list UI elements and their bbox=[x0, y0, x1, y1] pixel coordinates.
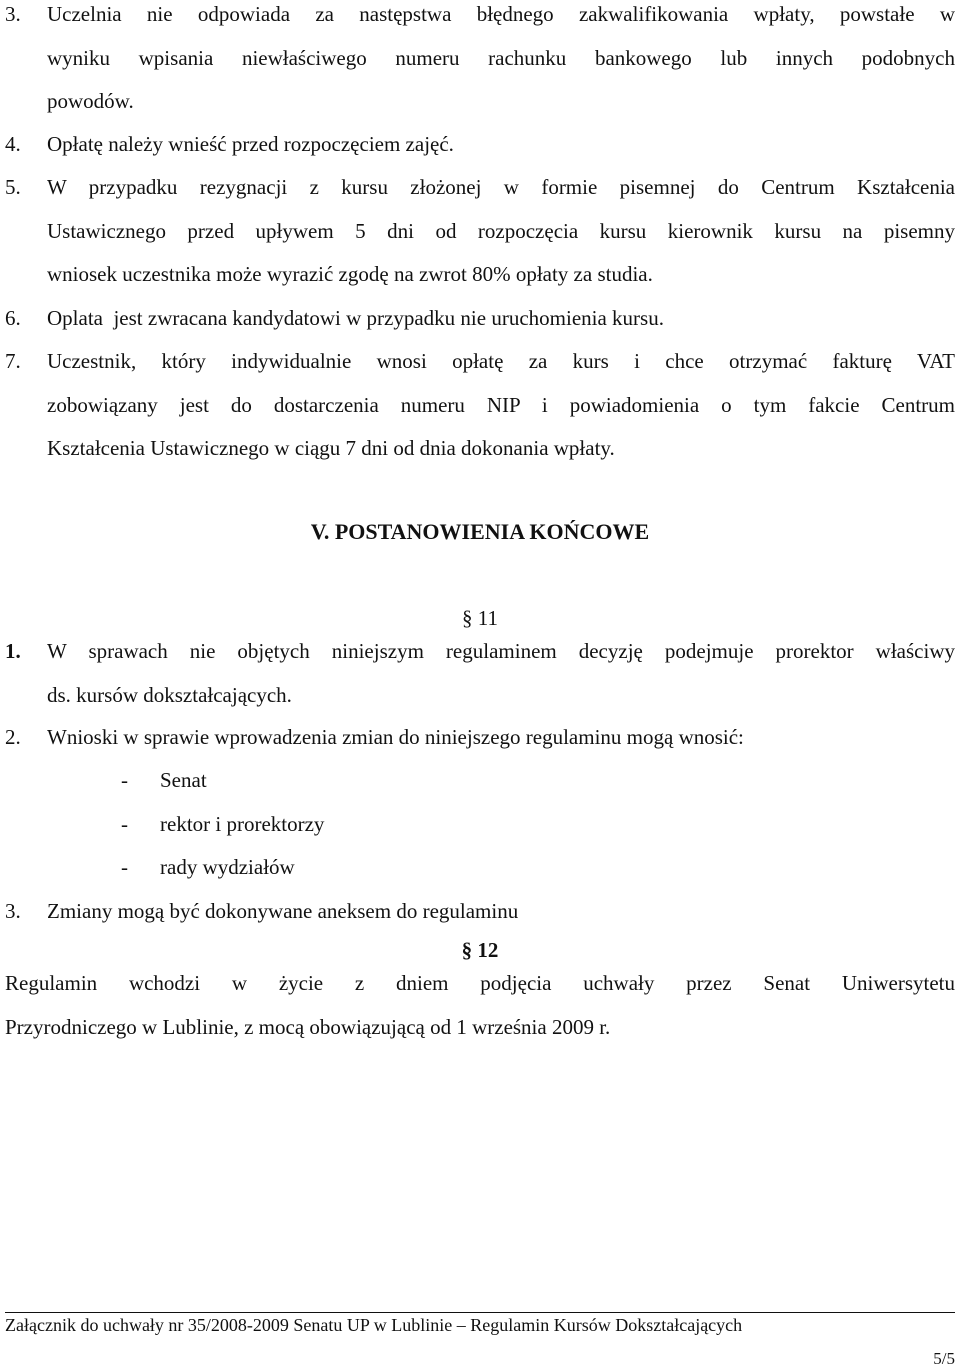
item-text-line: Uczestnik, który indywidualnie wnosi opłatę za kurs i chce otrzymać fakturę VAT bbox=[47, 349, 955, 373]
item-number: 6. bbox=[5, 306, 21, 330]
paragraph-line: Regulamin wchodzi w życie z dniem podjęcia uchwały przez Senat Uniwersytetu bbox=[5, 971, 955, 995]
footer-divider bbox=[5, 1312, 955, 1313]
item-text-line: Opłatę należy wnieść przed rozpoczęciem zajęć. bbox=[47, 132, 454, 156]
item-text-line: Uczelnia nie odpowiada za następstwa błędnego zakwalifikowania wpłaty, powstałe w bbox=[47, 2, 955, 26]
item-number: 4. bbox=[5, 132, 21, 156]
list-entry: rektor i prorektorzy bbox=[160, 812, 325, 836]
page-number: 5/5 bbox=[933, 1349, 955, 1368]
item-text-line: zobowiązany jest do dostarczenia numeru NIP i powiadomienia o tym fakcie Centrum bbox=[47, 392, 955, 417]
item-number: 3. bbox=[5, 899, 21, 923]
paragraph-line: Przyrodniczego w Lublinie, z mocą obowiązującą od 1 września 2009 r. bbox=[5, 1014, 611, 1039]
item-number: 2. bbox=[5, 725, 21, 749]
item-text-line: wyniku wpisania niewłaściwego numeru rachunku bankowego lub innych podobnych bbox=[47, 45, 955, 70]
footer-text: Załącznik do uchwały nr 35/2008-2009 Senatu UP w Lublinie – Regulamin Kursów Dokształcających bbox=[5, 1315, 743, 1335]
list-dash: - bbox=[121, 812, 128, 836]
item-text-line: W sprawach nie objętych niniejszym regulaminem decyzję podejmuje prorektor właściwy bbox=[47, 639, 955, 663]
paragraph-11-heading: § 11 bbox=[462, 606, 498, 630]
item-text-line: Ustawicznego przed upływem 5 dni od rozpoczęcia kursu kierownik kursu na pisemny bbox=[47, 218, 955, 243]
final-paragraph bbox=[5, 962, 955, 1049]
item-text-line: Oplata jest zwracana kandydatowi w przypadku nie uruchomienia kursu. bbox=[47, 306, 664, 330]
list-dash: - bbox=[121, 768, 128, 792]
item-text-line: Wnioski w sprawie wprowadzenia zmian do niniejszego regulaminu mogą wnosić: bbox=[47, 725, 744, 749]
item-number: 5. bbox=[5, 175, 21, 199]
item-text-line: powodów. bbox=[47, 89, 134, 113]
list-entry: Senat bbox=[160, 768, 207, 792]
item-text-line: Zmiany mogą być dokonywane aneksem do regulaminu bbox=[47, 899, 519, 923]
list-entry: rady wydziałów bbox=[160, 855, 295, 879]
paragraph-12-heading: § 12 bbox=[461, 938, 499, 962]
item-text-line: Kształcenia Ustawicznego w ciągu 7 dni od dnia dokonania wpłaty. bbox=[47, 436, 615, 460]
item-number: 1. bbox=[5, 639, 21, 663]
item-text-line: ds. kursów dokształcających. bbox=[47, 682, 292, 707]
item-number: 7. bbox=[5, 349, 21, 373]
item-text-line: wniosek uczestnika może wyrazić zgodę na zwrot 80% opłaty za studia. bbox=[47, 262, 653, 286]
section-title: V. POSTANOWIENIA KOŃCOWE bbox=[310, 519, 650, 544]
item-text-line: W przypadku rezygnacji z kursu złożonej w formie pisemnej do Centrum Kształcenia bbox=[47, 175, 955, 199]
item-number: 3. bbox=[5, 2, 21, 26]
list-dash: - bbox=[121, 855, 128, 879]
